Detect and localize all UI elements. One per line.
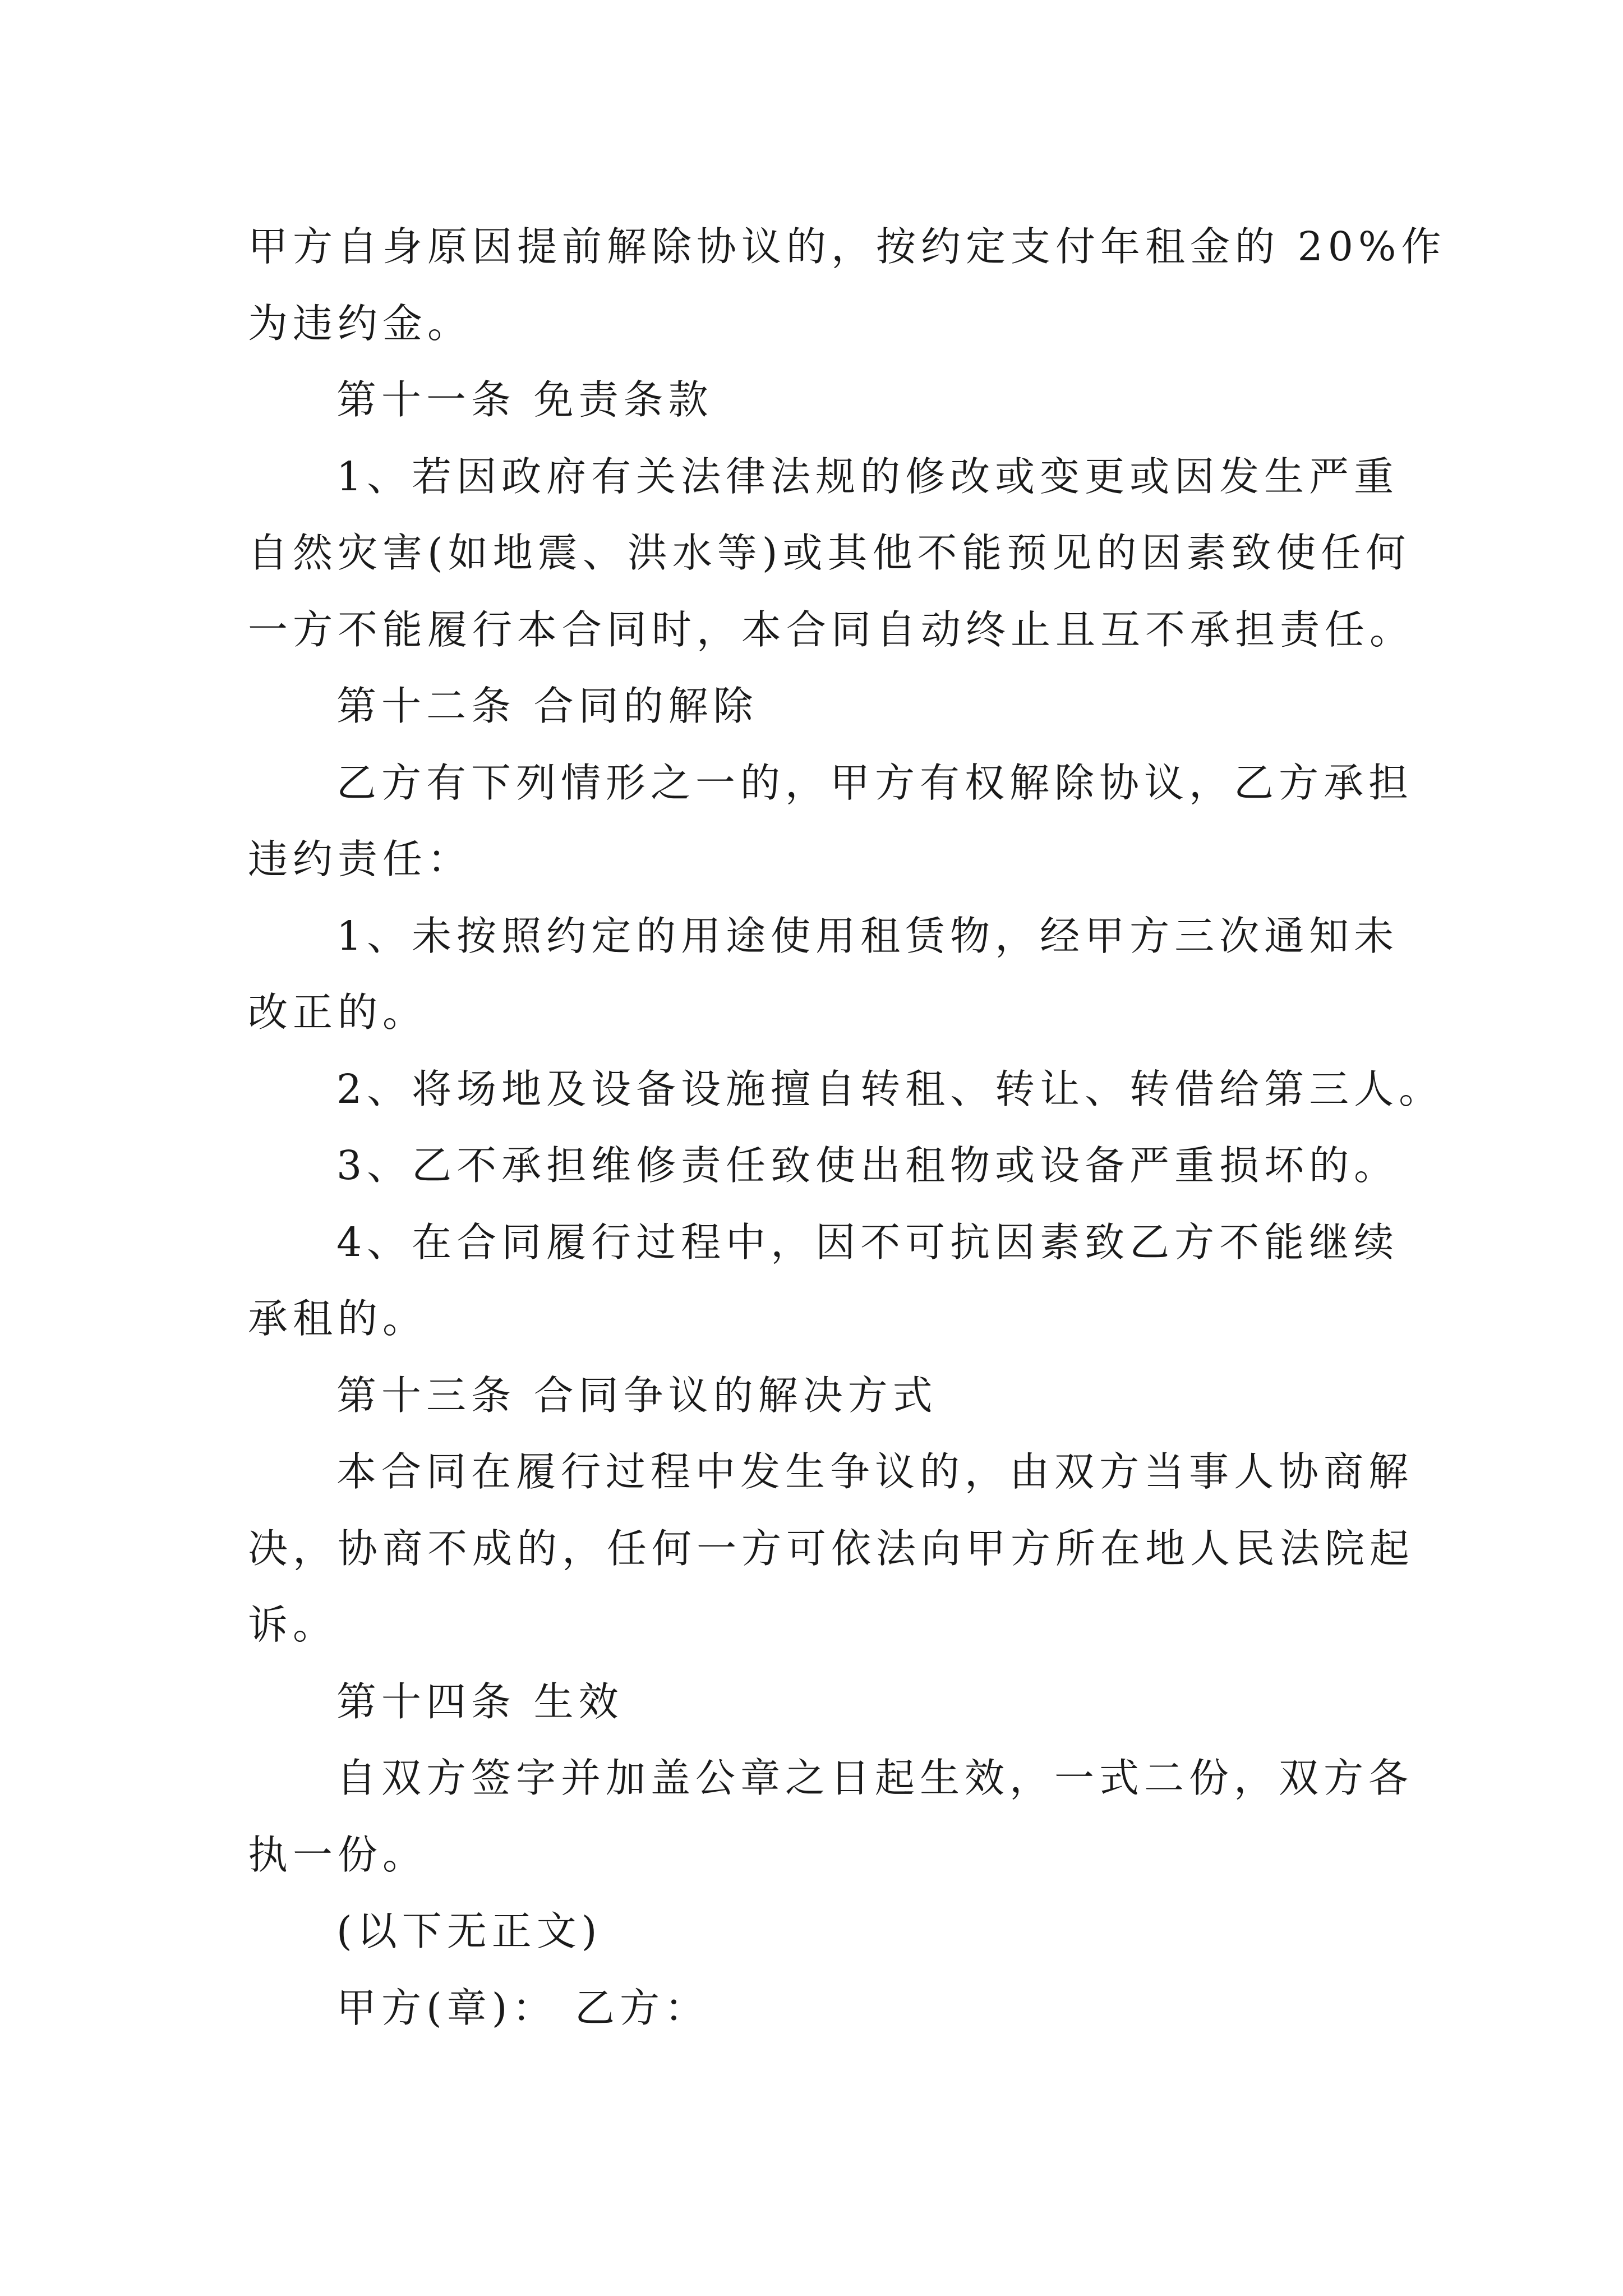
text-line: 本合同在履行过程中发生争议的，由双方当事人协商解 (336, 1448, 1414, 1495)
text-line: 违约责任： (248, 836, 473, 882)
contract-body (248, 209, 1446, 2046)
article-13-heading: 第十三条 合同争议的解决方式 (336, 1372, 938, 1419)
end-of-text-note: (以下无正文) (336, 1908, 602, 1954)
text-line: 自双方签字并加盖公章之日起生效，一式二份，双方各 (336, 1755, 1414, 1801)
text-line: 诉。 (248, 1602, 338, 1648)
text-line: 1、未按照约定的用途使用租赁物，经甲方三次通知未 (336, 912, 1399, 959)
text-line: 为违约金。 (248, 300, 473, 347)
article-12-heading: 第十二条 合同的解除 (336, 683, 758, 729)
text-line: 3、乙不承担维修责任致使出租物或设备严重损坏的。 (336, 1142, 1399, 1189)
text-line: 一方不能履行本合同时，本合同自动终止且互不承担责任。 (248, 606, 1415, 653)
text-line: 4、在合同履行过程中，因不可抗因素致乙方不能继续 (336, 1218, 1399, 1266)
text-line: 1、若因政府有关法律法规的修改或变更或因发生严重 (336, 453, 1399, 500)
text-line: 2、将场地及设备设施擅自转租、转让、转借给第三人。 (336, 1065, 1444, 1112)
text-line: 决，协商不成的，任何一方可依法向甲方所在地人民法院起 (248, 1525, 1415, 1572)
text-line: 自然灾害(如地震、洪水等)或其他不能预见的因素致使任何 (248, 530, 1411, 576)
article-11-heading: 第十一条 免责条款 (336, 376, 713, 423)
text-line: 甲方自身原因提前解除协议的，按约定支付年租金的 20%作 (248, 223, 1446, 270)
text-line: 改正的。 (248, 989, 428, 1036)
text-line: 乙方有下列情形之一的，甲方有权解除协议，乙方承担 (336, 759, 1414, 806)
text-line: 执一份。 (248, 1831, 428, 1878)
text-line: 承租的。 (248, 1295, 428, 1342)
article-14-heading: 第十四条 生效 (336, 1678, 624, 1725)
signature-line: 甲方(章)： 乙方： (336, 1984, 709, 2031)
